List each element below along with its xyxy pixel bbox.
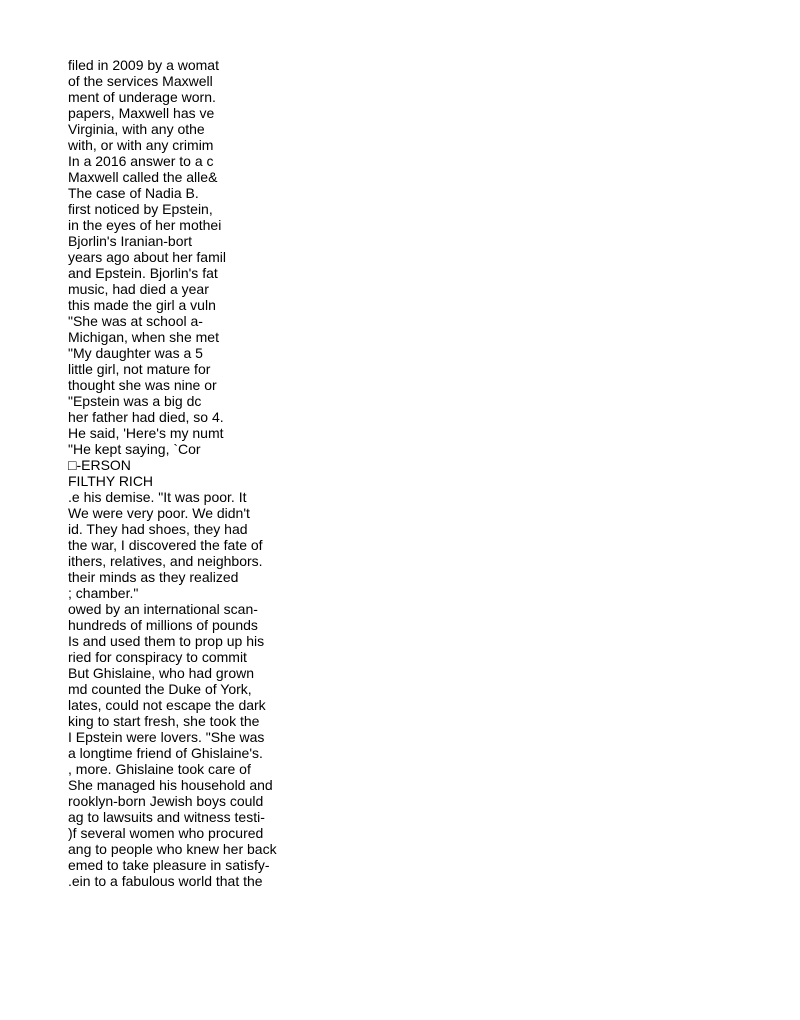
text-line: ried for conspiracy to commit — [68, 649, 247, 665]
text-line: id. They had shoes, they had — [68, 521, 248, 537]
text-line: ment of underage worn. — [68, 89, 216, 105]
text-line: □-ERSON — [68, 457, 131, 473]
text-line: filed in 2009 by a womat — [68, 57, 219, 73]
text-line: and Epstein. Bjorlin's fat — [68, 265, 218, 281]
text-line: with, or with any crimim — [68, 137, 214, 153]
text-line: owed by an international scan- — [68, 601, 258, 617]
text-line: king to start fresh, she took the — [68, 713, 260, 729]
text-line: .e his demise. "It was poor. It — [68, 489, 247, 505]
text-line: He said, 'Here's my numt — [68, 425, 224, 441]
text-line: their minds as they realized — [68, 569, 239, 585]
document-text-column — [68, 57, 328, 889]
text-line: .ein to a fabulous world that the — [68, 873, 263, 889]
text-line: of the services Maxwell — [68, 73, 213, 89]
text-line: Maxwell called the alle& — [68, 169, 218, 185]
text-line: Bjorlin's Iranian-bort — [68, 233, 193, 249]
text-line: In a 2016 answer to a c — [68, 153, 214, 169]
text-line: She managed his household and — [68, 777, 273, 793]
text-line: md counted the Duke of York, — [68, 681, 252, 697]
text-line: ; chamber." — [68, 585, 139, 601]
text-line: FILTHY RICH — [68, 473, 154, 489]
text-line: music, had died a year — [68, 281, 209, 297]
text-line: "He kept saying, `Cor — [68, 441, 201, 457]
text-line: lates, could not escape the dark — [68, 697, 266, 713]
text-line: papers, Maxwell has ve — [68, 105, 215, 121]
text-line: ag to lawsuits and witness testi- — [68, 809, 265, 825]
text-line: ithers, relatives, and neighbors. — [68, 553, 263, 569]
text-line: We were very poor. We didn't — [68, 505, 250, 521]
text-line: hundreds of millions of pounds — [68, 617, 258, 633]
text-line: "She was at school a- — [68, 313, 203, 329]
text-line: Michigan, when she met — [68, 329, 219, 345]
text-line: years ago about her famil — [68, 249, 226, 265]
text-line: But Ghislaine, who had grown — [68, 665, 254, 681]
text-line: The case of Nadia B. — [68, 185, 199, 201]
text-line: Is and used them to prop up his — [68, 633, 265, 649]
text-line: little girl, not mature for — [68, 361, 211, 377]
text-line: first noticed by Epstein, — [68, 201, 213, 217]
text-line: thought she was nine or — [68, 377, 217, 393]
text-line: the war, I discovered the fate of — [68, 537, 263, 553]
text-line: rooklyn-born Jewish boys could — [68, 793, 264, 809]
text-line: her father had died, so 4. — [68, 409, 224, 425]
text-line: )f several women who procured — [68, 825, 264, 841]
text-line: in the eyes of her mothei — [68, 217, 222, 233]
text-line: "Epstein was a big dc — [68, 393, 202, 409]
text-line: , more. Ghislaine took care of — [68, 761, 251, 777]
text-line: emed to take pleasure in satisfy- — [68, 857, 270, 873]
text-line: "My daughter was a 5 — [68, 345, 203, 361]
text-line: Virginia, with any othe — [68, 121, 205, 137]
text-line: this made the girl a vuln — [68, 297, 216, 313]
text-line: I Epstein were lovers. "She was — [68, 729, 265, 745]
text-line: a longtime friend of Ghislaine's. — [68, 745, 263, 761]
text-line: ang to people who knew her back — [68, 841, 277, 857]
